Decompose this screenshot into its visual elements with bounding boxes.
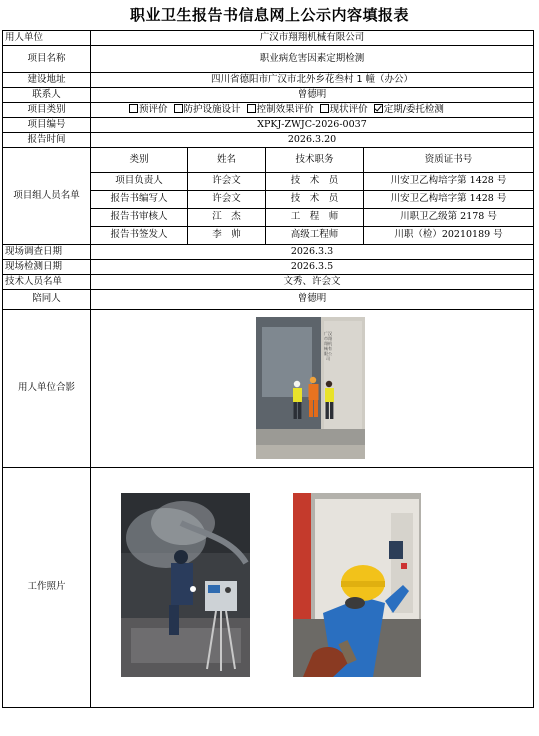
staff-title: 高级工程师: [266, 226, 364, 244]
employer-value: 广汉市翔翔机械有限公司: [91, 31, 534, 46]
row-survey-date: [3, 245, 534, 260]
staff-cert: 川职卫乙级第 2178 号: [364, 208, 534, 226]
staff-title: 技 术 员: [266, 172, 364, 190]
row-report-time: [3, 133, 534, 148]
address-value: 四川省德阳市广汉市北外乡花叁村 1 幢（办公）: [91, 73, 534, 88]
staff-name: 许会文: [188, 172, 266, 190]
form-table: [2, 30, 534, 708]
company-banner-text: 广汉市翔翔机械有限公司: [324, 331, 332, 361]
project-no-label: 项目编号: [3, 118, 91, 133]
project-name-label: 项目名称: [3, 46, 91, 73]
project-name-value: 职业病危害因素定期检测: [91, 46, 534, 73]
employer-label: 用人单位: [3, 31, 91, 46]
work-photo-cell: [91, 468, 534, 708]
tech-staff-value: 文秀、许会文: [91, 275, 534, 290]
contact-label: 联系人: [3, 88, 91, 103]
staff-header-name: 姓名: [188, 148, 266, 173]
tech-staff-label: 技术人员名单: [3, 275, 91, 290]
group-photo-cell: [91, 310, 534, 468]
staff-title: 工 程 师: [266, 208, 364, 226]
option-protection-design[interactable]: 防护设施设计: [174, 104, 241, 115]
group-photo: [256, 317, 365, 459]
row-project-name: [3, 46, 534, 73]
staff-name: 李 帅: [188, 226, 266, 244]
disclosure-form: [2, 30, 533, 733]
project-no-value: XPKJ-ZWJC-2026-0037: [91, 118, 534, 133]
project-type-options: [91, 103, 534, 118]
work-photo-welding: [121, 493, 250, 677]
report-time-value: 2026.3.20: [91, 133, 534, 148]
staff-name: 许会文: [188, 190, 266, 208]
report-time-label: 报告时间: [3, 133, 91, 148]
staff-header-cert: 资质证书号: [364, 148, 534, 173]
staff-role: 报告书审核人: [91, 208, 188, 226]
option-control-effect[interactable]: 控制效果评价: [247, 104, 314, 115]
row-address: [3, 73, 534, 88]
staff-cert: 川安卫乙构培字第 1428 号: [364, 172, 534, 190]
checkbox-checked-icon: [374, 104, 383, 113]
survey-date-label: 现场调查日期: [3, 245, 91, 260]
option-periodic-testing[interactable]: 定期/委托检测: [374, 104, 444, 115]
staff-label: 项目组人员名单: [3, 148, 91, 245]
row-accompany: [3, 290, 534, 310]
checkbox-icon: [247, 104, 256, 113]
test-date-value: 2026.3.5: [91, 260, 534, 275]
contact-value: 曾德明: [91, 88, 534, 103]
staff-cert: 川职（检）20210189 号: [364, 226, 534, 244]
row-project-type: [3, 103, 534, 118]
row-project-no: [3, 118, 534, 133]
checkbox-icon: [174, 104, 183, 113]
survey-date-value: 2026.3.3: [91, 245, 534, 260]
staff-role: 项目负责人: [91, 172, 188, 190]
staff-role: 报告书签发人: [91, 226, 188, 244]
row-work-photos: [3, 468, 534, 708]
checkbox-icon: [320, 104, 329, 113]
staff-header-role: 类别: [91, 148, 188, 173]
row-group-photo: [3, 310, 534, 468]
staff-title: 技 术 员: [266, 190, 364, 208]
row-test-date: [3, 260, 534, 275]
checkbox-icon: [129, 104, 138, 113]
row-employer: [3, 31, 534, 46]
work-photo-sampling: [293, 493, 421, 677]
staff-header-title: 技术职务: [266, 148, 364, 173]
group-photo-label: 用人单位合影: [3, 310, 91, 468]
option-pre-evaluation[interactable]: 预评价: [129, 104, 168, 115]
test-date-label: 现场检测日期: [3, 260, 91, 275]
address-label: 建设地址: [3, 73, 91, 88]
row-tech-staff: [3, 275, 534, 290]
staff-name: 江 杰: [188, 208, 266, 226]
accompany-value: 曾德明: [91, 290, 534, 310]
option-status-evaluation[interactable]: 现状评价: [320, 104, 368, 115]
page-title: 职业卫生报告书信息网上公示内容填报表: [129, 6, 409, 24]
project-type-label: 项目类别: [3, 103, 91, 118]
row-contact: [3, 88, 534, 103]
accompany-label: 陪同人: [3, 290, 91, 310]
staff-cert: 川安卫乙构培字第 1428 号: [364, 190, 534, 208]
work-photo-label: 工作照片: [3, 468, 91, 708]
staff-header-row: [3, 148, 534, 173]
staff-role: 报告书编写人: [91, 190, 188, 208]
